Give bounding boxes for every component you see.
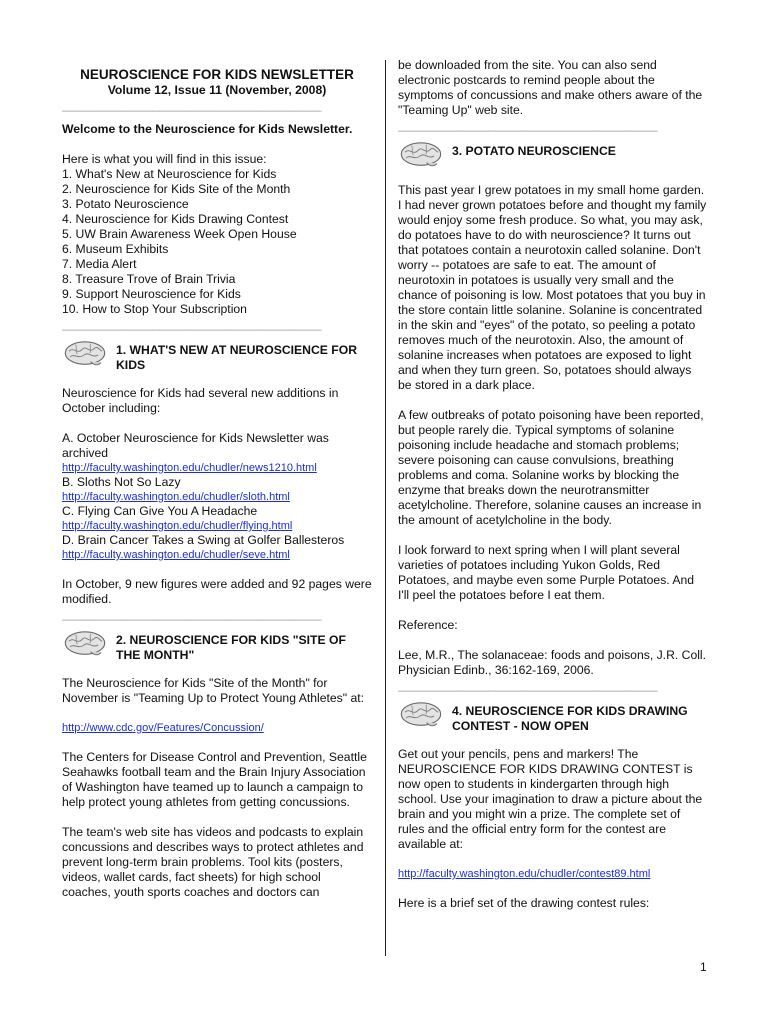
welcome-line: Welcome to the Neuroscience for Kids Newsletter. [62,122,353,136]
divider: ________________________________________ [62,98,322,112]
toc-item: 1. What's New at Neuroscience for Kids [62,167,277,181]
reference-citation: Lee, M.R., The solanaceae: foods and poisons, J.R. Coll. Physician Edinb., 36:162-169, 2006. [398,648,707,677]
section-3-heading: 3. POTATO NEUROSCIENCE [452,144,616,158]
divider: ________________________________________ [62,607,322,621]
news-item-link[interactable]: http://faculty.washington.edu/chudler/seve.html [62,549,290,561]
section-2-heading: 2. NEUROSCIENCE FOR KIDS "SITE OF THE MONTH" [116,633,346,662]
news-item-label: C. Flying Can Give You A Headache [62,504,258,518]
toc-item: 7. Media Alert [62,257,137,271]
news-item-link[interactable]: http://faculty.washington.edu/chudler/news1210.html [62,462,317,474]
section-3-paragraph: This past year I grew potatoes in my small home garden. I had never grown potatoes before and thought my family would enjoy some fresh produce. So what, you may ask, do potatoes have to do with neuroscience? It turns out that potatoes contain a neurotoxin called solanine. Don't worry -- potatoes are safe to eat. The amount of neurotoxin in potatoes is usually very small and the chance of poisoning is low. Most potatoes that you buy in the store contain little solanine. Solanine is concentrated in the skin and "eyes" of the potato, so peeling a potato removes much of the neurotoxin. Also, the amount of solanine increases when potatoes are exposed to light and when they turn green. So, potatoes should always be stored in a dark place. [398,183,707,392]
section-2-paragraph: The Centers for Disease Control and Prevention, Seattle Seahawks football team and the Brain Injury Association of Washington have teamed up to launch a campaign to help protect young athletes from getting concussions. [62,750,367,809]
toc-item: 8. Treasure Trove of Brain Trivia [62,272,236,286]
section-1-intro: Neuroscience for Kids had several new additions in October including: [62,386,339,415]
news-item-link[interactable]: http://faculty.washington.edu/chudler/flying.html [62,520,293,532]
brain-icon [62,339,108,369]
divider: ________________________________________ [398,118,658,132]
news-item-link[interactable]: http://faculty.washington.edu/chudler/sloth.html [62,491,290,503]
toc-item: 10. How to Stop Your Subscription [62,302,247,316]
brain-icon [62,629,108,659]
toc-item: 6. Museum Exhibits [62,242,169,256]
section-2-paragraph-continued: be downloaded from the site. You can also send electronic postcards to remind people about the symptoms of concussions and make others aware of the "Teaming Up" web site. [398,58,703,117]
reference-label: Reference: [398,618,458,632]
divider: ________________________________________ [398,678,658,692]
toc-item: 4. Neuroscience for Kids Drawing Contest [62,212,289,226]
contest-link[interactable]: http://faculty.washington.edu/chudler/contest89.html [398,868,651,880]
section-1-heading: 1. WHAT'S NEW AT NEUROSCIENCE FOR KIDS [116,343,358,372]
section-2-header [62,629,372,663]
page-number: 1 [700,960,707,974]
toc-item: 2. Neuroscience for Kids Site of the Month [62,182,291,196]
table-of-contents [62,167,372,317]
section-1-header [62,339,372,373]
section-4-heading: 4. NEUROSCIENCE FOR KIDS DRAWING CONTEST - NOW OPEN [452,704,688,733]
section-2-paragraph: The team's web site has videos and podcasts to explain concussions and describes ways to protect athletes and prevent long-term brain problems. Tool kits (posters, videos, wallet cards, fact sheets) for high school coaches, youth sports coaches and doctors can [62,825,364,899]
news-item-label: D. Brain Cancer Takes a Swing at Golfer Ballesteros [62,533,345,547]
newsletter-title: NEUROSCIENCE FOR KIDS NEWSLETTER [80,67,354,82]
section-2-paragraph: The Neuroscience for Kids "Site of the Month" for November is "Teaming Up to Protect Young Athletes" at: [62,676,364,705]
left-column [62,58,372,900]
volume-line: Volume 12, Issue 11 (November, 2008) [107,83,327,97]
column-divider [385,60,386,956]
section-3-paragraph: I look forward to next spring when I will plant several varieties of potatoes including Yukon Golds, Red Potatoes, and maybe even some Purple Potatoes. And I'll peel the potatoes before I eat them. [398,543,695,602]
brain-icon [398,700,444,730]
toc-item: 3. Potato Neuroscience [62,197,189,211]
toc-item: 5. UW Brain Awareness Week Open House [62,227,297,241]
section-4-paragraph: Here is a brief set of the drawing contest rules: [398,896,650,910]
site-of-month-link[interactable]: http://www.cdc.gov/Features/Concussion/ [62,722,264,734]
news-item-label: B. Sloths Not So Lazy [62,475,181,489]
divider: ________________________________________ [62,317,322,331]
news-item-label: A. October Neuroscience for Kids Newsletter was archived [62,431,329,460]
section-4-header [398,700,708,734]
section-3-paragraph: A few outbreaks of potato poisoning have been reported, but people rarely die. Typical symptoms of solanine poisoning include headache and stomach problems; severe poisoning can cause convulsions, breathing problems and coma. Solanine works by blocking the enzyme that breaks down the neurotransmitter acetylcholine. Therefore, solanine causes an increase in the amount of acetylcholine in the body. [398,408,704,527]
right-column [398,58,708,911]
section-3-header [398,140,708,170]
section-4-paragraph: Get out your pencils, pens and markers! The NEUROSCIENCE FOR KIDS DRAWING CONTEST is now open to students in kindergarten through high school. Use your imagination to draw a picture about the brain and you might win a prize. The complete set of rules and the official entry form for the contest are available at: [398,747,703,851]
brain-icon [398,140,444,170]
toc-item: 9. Support Neuroscience for Kids [62,287,241,301]
section-1-outro: In October, 9 new figures were added and 92 pages were modified. [62,577,372,606]
intro-line: Here is what you will find in this issue: [62,152,267,166]
